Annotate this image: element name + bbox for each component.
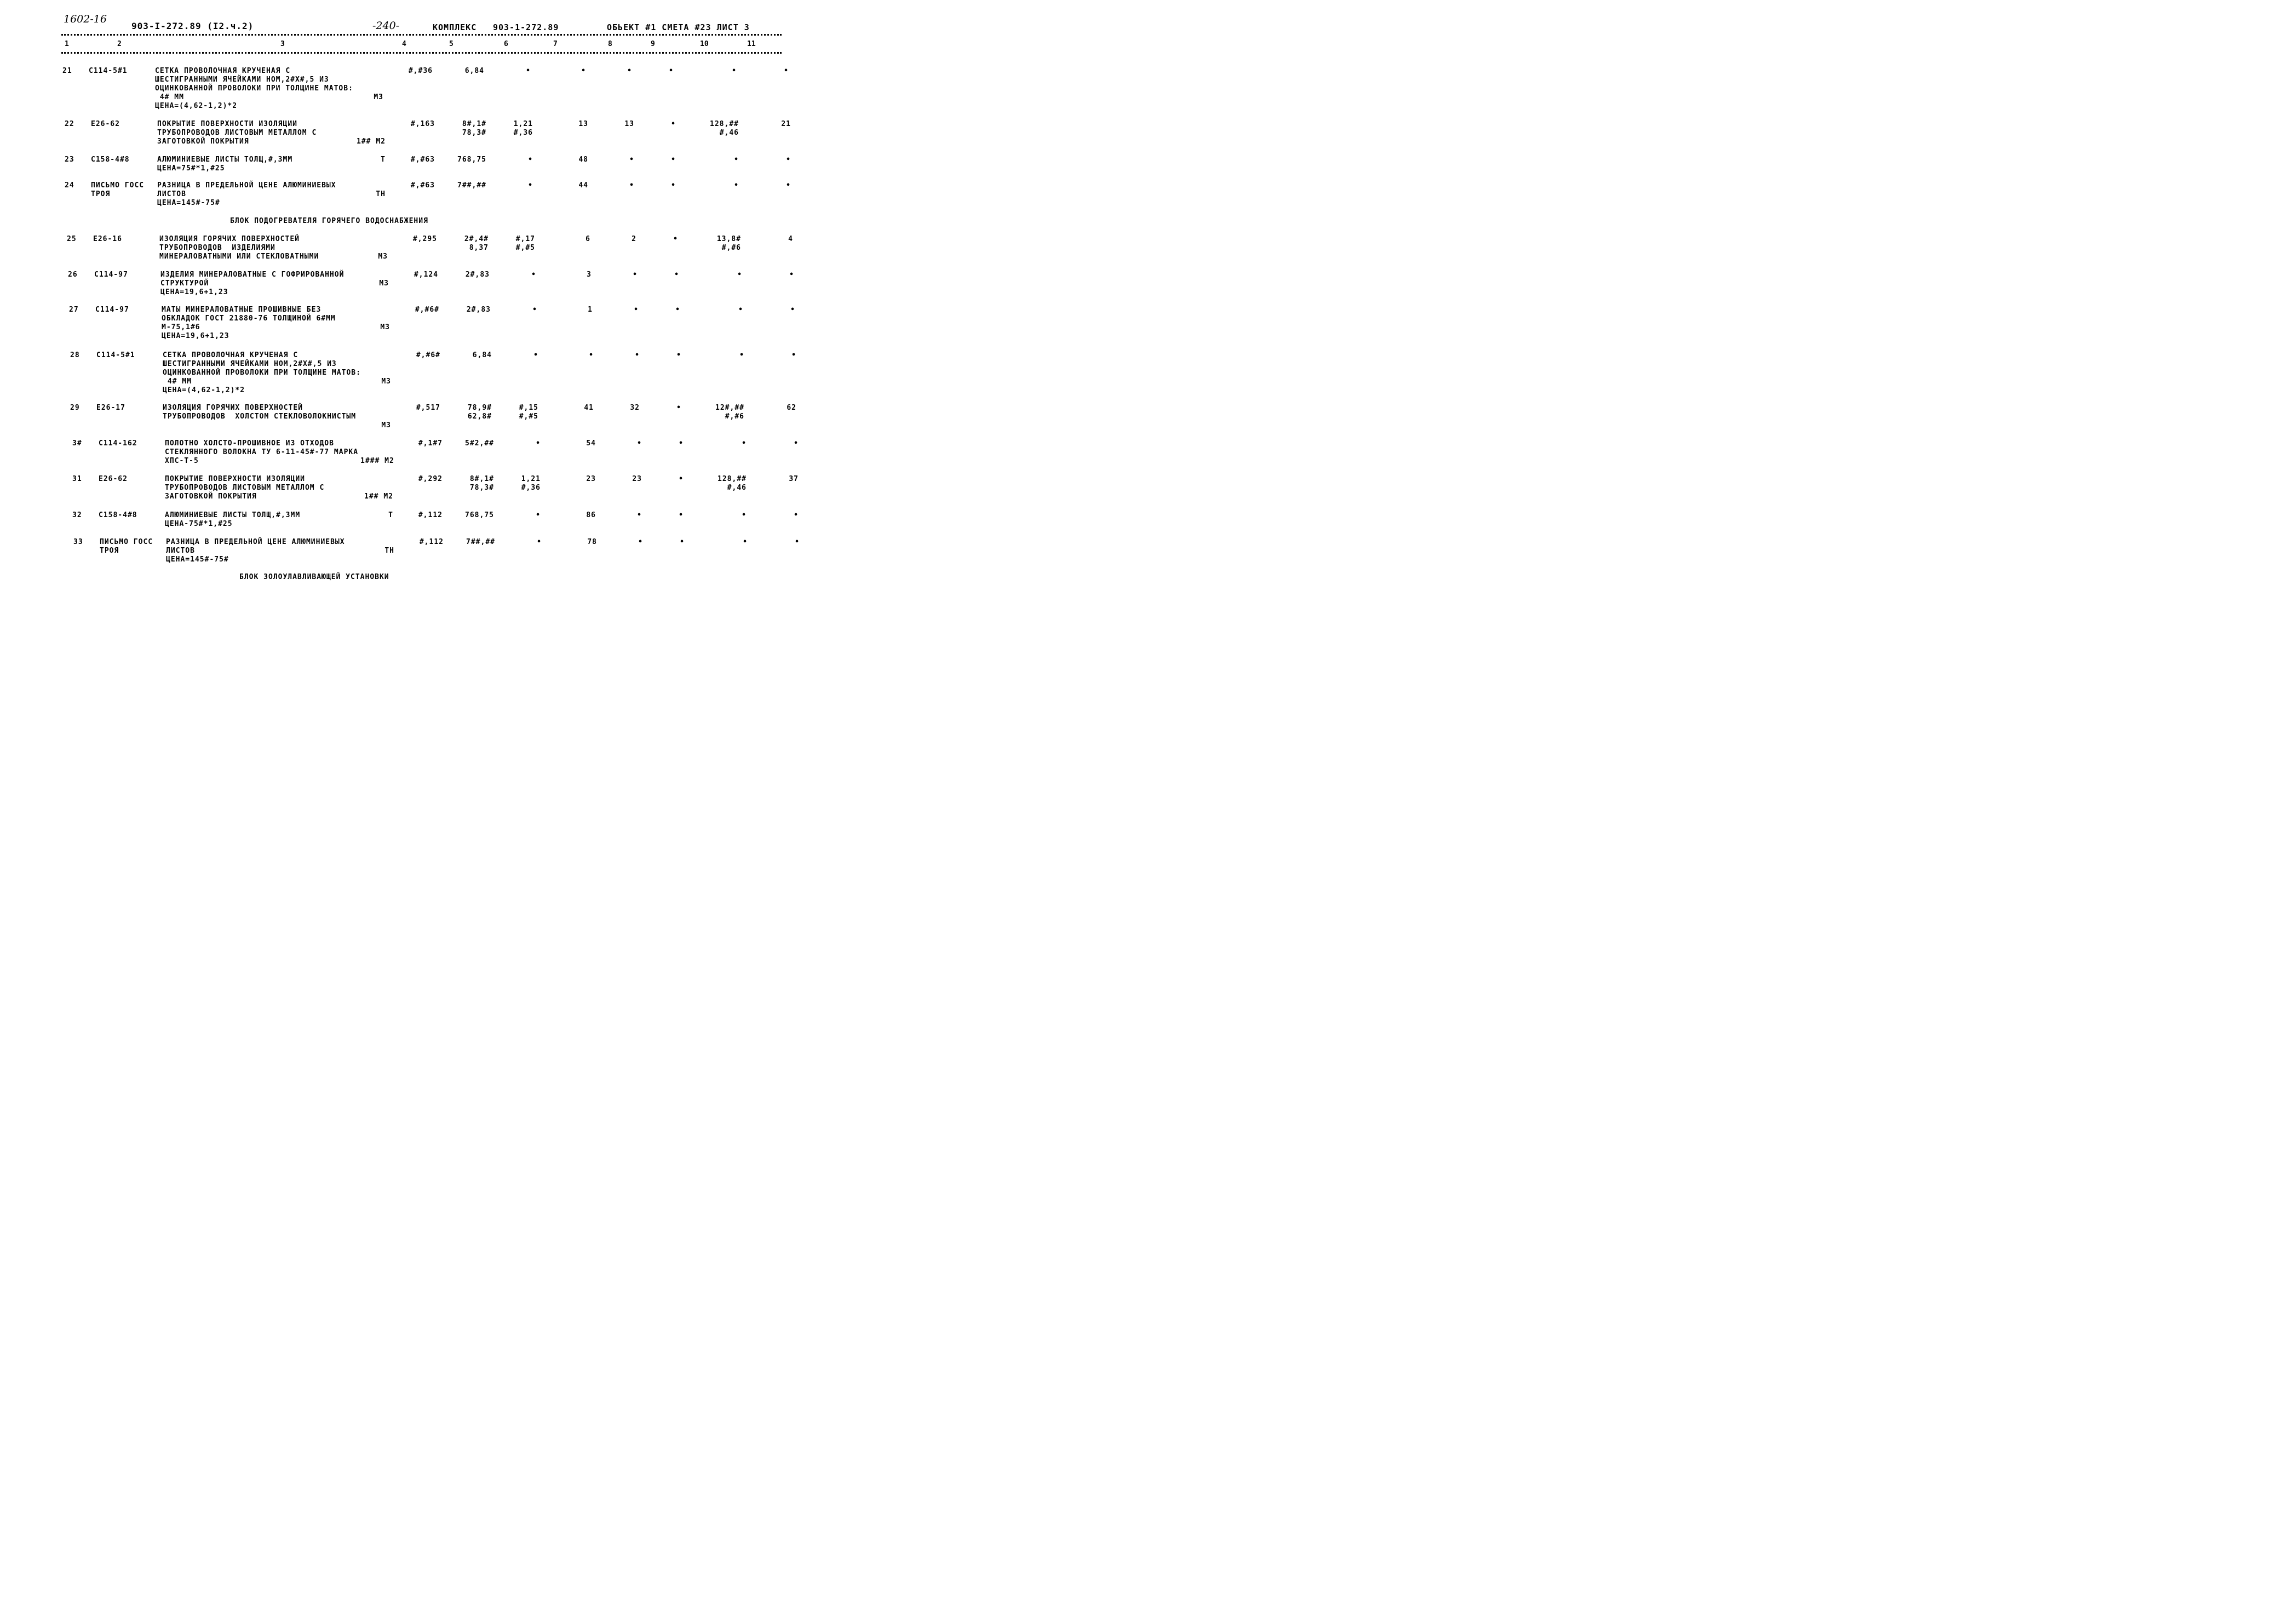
row-col-6: • — [531, 271, 536, 279]
row-col-9: • — [676, 351, 681, 359]
row-col-9: • — [679, 511, 684, 519]
row-col-7: 86 — [586, 511, 596, 519]
row-unit-price: 8#,1# 78,3# — [462, 120, 486, 137]
row-col-6: • — [528, 181, 533, 190]
row-col-6: • — [536, 511, 541, 519]
row-col-8: • — [629, 181, 634, 190]
row-unit-price: 768,75 — [457, 156, 486, 164]
row-description: РАЗНИЦА В ПРЕДЕЛЬНОЙ ЦЕНЕ АЛЮМИНИЕВЫХ ЛИСТОВ ЦЕНА=145#-75# — [157, 181, 336, 207]
row-col-10: • — [738, 306, 743, 314]
row-number: 22 — [65, 120, 74, 128]
row-col-7: 3 — [587, 271, 592, 279]
row-number: 26 — [68, 271, 78, 279]
row-col-11: • — [789, 271, 794, 279]
column-header-6: 6 — [504, 40, 508, 48]
row-unit: 1## М2 — [364, 492, 393, 501]
row-col-10: • — [734, 181, 739, 190]
row-description: АЛЮМИНИЕВЫЕ ЛИСТЫ ТОЛЩ,#,3ММ ЦЕНА=75#*1,#25 — [157, 156, 293, 173]
row-col-7: 23 — [586, 475, 596, 483]
row-col-9: • — [669, 67, 674, 75]
row-col-9: • — [674, 271, 679, 279]
row-col-10: • — [737, 271, 742, 279]
complex-code: 903-1-272.89 — [493, 22, 559, 32]
row-number: 23 — [65, 156, 74, 164]
row-col-7: 54 — [586, 439, 596, 448]
row-col-9: • — [673, 235, 678, 243]
row-code: E26-62 — [99, 475, 128, 483]
row-col-10: 128,## #,46 — [710, 120, 739, 137]
row-unit-price: 7##,## — [457, 181, 486, 190]
column-header-8: 8 — [608, 40, 612, 48]
row-unit: Т — [388, 511, 393, 519]
row-col-11: 37 — [789, 475, 799, 483]
row-number: 32 — [72, 511, 82, 519]
row-col-11: • — [784, 67, 789, 75]
row-col-8: 2 — [632, 235, 636, 243]
row-code: C114-97 — [95, 306, 129, 314]
row-quantity: #,#6# — [415, 306, 439, 314]
row-col-9: • — [675, 306, 680, 314]
row-description: РАЗНИЦА В ПРЕДЕЛЬНОЙ ЦЕНЕ АЛЮМИНИЕВЫХ ЛИСТОВ ЦЕНА=145#-75# — [166, 538, 345, 564]
row-col-8: • — [638, 538, 643, 546]
row-col-7: 48 — [578, 156, 588, 164]
row-col-11: 21 — [781, 120, 791, 128]
row-code: E26-62 — [91, 120, 120, 128]
row-col-11: • — [791, 351, 796, 359]
row-code: C114-162 — [99, 439, 137, 448]
row-code: E26-17 — [96, 404, 125, 412]
row-number: 24 — [65, 181, 74, 190]
row-quantity: #,163 — [410, 120, 435, 128]
estimate-table — [0, 0, 859, 604]
row-col-6: • — [536, 439, 541, 448]
row-number: 29 — [70, 404, 80, 412]
row-quantity: #,517 — [416, 404, 440, 412]
row-col-7: 44 — [578, 181, 588, 190]
page-number: -240- — [372, 20, 400, 32]
row-code: C114-5#1 — [96, 351, 135, 359]
column-header-7: 7 — [553, 40, 558, 48]
row-unit: ТН — [376, 190, 386, 198]
row-description: МАТЫ МИНЕРАЛОВАТНЫЕ ПРОШИВНЫЕ БЕЗ ОБКЛАДОК ГОСТ 21880-76 ТОЛЩИНОЙ 6#ММ М-75,1#6 ЦЕНА=19,6+1,23 — [162, 306, 336, 340]
row-description: ПОКРЫТИЕ ПОВЕРХНОСТИ ИЗОЛЯЦИИ ТРУБОПРОВОДОВ ЛИСТОВЫМ МЕТАЛЛОМ С ЗАГОТОВКОЙ ПОКРЫТИЯ — [165, 475, 325, 501]
row-col-11: • — [786, 181, 791, 190]
column-header-9: 9 — [651, 40, 655, 48]
column-header-10: 10 — [700, 40, 709, 48]
row-number: 28 — [70, 351, 80, 359]
row-col-10: • — [734, 156, 739, 164]
row-col-11: 62 — [787, 404, 796, 412]
row-col-9: • — [671, 181, 676, 190]
row-col-6: • — [526, 67, 531, 75]
row-quantity: #,#36 — [408, 67, 433, 75]
complex-label: КОМПЛЕКС — [433, 22, 477, 32]
row-unit-price: 8#,1# 78,3# — [469, 475, 494, 492]
row-unit-price: 2#,4# 8,37 — [464, 235, 489, 252]
section-heading: БЛОК ЗОЛОУЛАВЛИВАЮЩЕЙ УСТАНОВКИ — [239, 573, 389, 581]
row-col-9: • — [679, 475, 684, 483]
row-col-7: 41 — [584, 404, 594, 412]
row-col-11: • — [786, 156, 791, 164]
row-col-6: • — [528, 156, 533, 164]
row-col-8: 13 — [624, 120, 634, 128]
row-col-9: • — [671, 156, 676, 164]
column-header-5: 5 — [449, 40, 454, 48]
row-col-6: 1,21 #,36 — [521, 475, 541, 492]
row-quantity: #,#6# — [416, 351, 440, 359]
row-number: 27 — [69, 306, 79, 314]
row-quantity: #,124 — [414, 271, 438, 279]
row-col-9: • — [676, 404, 681, 412]
row-quantity: #,292 — [418, 475, 443, 483]
row-unit: М3 — [374, 93, 383, 101]
row-col-8: • — [637, 511, 642, 519]
row-code: C114-5#1 — [89, 67, 128, 75]
row-unit: М3 — [380, 323, 390, 331]
row-number: 21 — [62, 67, 72, 75]
row-col-10: • — [743, 538, 748, 546]
row-col-7: • — [581, 67, 586, 75]
row-unit: М3 — [381, 377, 391, 386]
row-unit: 1### М2 — [360, 457, 394, 465]
row-col-6: • — [537, 538, 542, 546]
row-col-10: • — [742, 511, 747, 519]
row-col-10: 13,8# #,#6 — [716, 235, 741, 252]
row-unit-price: 5#2,## — [465, 439, 494, 448]
row-unit-price: 768,75 — [465, 511, 494, 519]
document-code: 903-I-272.89 (I2.ч.2) — [131, 21, 254, 31]
row-description: ИЗОЛЯЦИЯ ГОРЯЧИХ ПОВЕРХНОСТЕЙ ТРУБОПРОВОДОВ ХОЛСТОМ СТЕКЛОВОЛОКНИСТЫМ — [163, 404, 357, 421]
row-unit: М3 — [378, 253, 388, 261]
row-col-10: • — [739, 351, 744, 359]
row-col-7: 6 — [586, 235, 590, 243]
row-number: 33 — [73, 538, 83, 546]
row-col-11: • — [794, 511, 799, 519]
row-description: ПОКРЫТИЕ ПОВЕРХНОСТИ ИЗОЛЯЦИИ ТРУБОПРОВОДОВ ЛИСТОВЫМ МЕТАЛЛОМ С ЗАГОТОВКОЙ ПОКРЫТИЯ — [157, 120, 317, 146]
column-header-2: 2 — [117, 40, 122, 48]
row-unit: 1## М2 — [357, 137, 386, 146]
row-col-11: • — [794, 439, 799, 448]
object-info: ОБЬЕКТ #1 СМЕТА #23 ЛИСТ 3 — [607, 22, 750, 32]
row-code: C114-97 — [94, 271, 128, 279]
row-col-11: 4 — [788, 235, 793, 243]
row-col-6: • — [533, 351, 538, 359]
row-unit: М3 — [381, 421, 391, 429]
column-header-4: 4 — [402, 40, 406, 48]
column-header-11: 11 — [747, 40, 756, 48]
row-description: СЕТКА ПРОВОЛОЧНАЯ КРУЧЕНАЯ С ШЕСТИГРАННЫМИ ЯЧЕЙКАМИ НОМ,2#Х#,5 ИЗ ОЦИНКОВАННОЙ ПРОВОЛОКИ ПРИ ТОЛЩИНЕ МАТОВ: 4# ММ ЦЕНА=(4,62-1,2)*2 — [155, 67, 353, 110]
row-description: ПОЛОТНО ХОЛСТО-ПРОШИВНОЕ ИЗ ОТХОДОВ СТЕКЛЯННОГО ВОЛОКНА ТУ 6-11-45#-77 МАРКА ХПС-Т-5 — [165, 439, 359, 465]
row-description: ИЗДЕЛИЯ МИНЕРАЛОВАТНЫЕ С ГОФРИРОВАННОЙ СТРУКТУРОЙ ЦЕНА=19,6+1,23 — [160, 271, 345, 296]
row-col-11: • — [790, 306, 795, 314]
row-unit-price: 6,84 — [472, 351, 492, 359]
row-col-9: • — [680, 538, 685, 546]
row-code: C158-4#8 — [91, 156, 130, 164]
row-code: ПИСЬМО ГОСС ТРОЯ — [100, 538, 153, 555]
row-col-6: #,17 #,#5 — [515, 235, 535, 252]
row-quantity: #,112 — [418, 511, 443, 519]
row-unit-price: 2#,83 — [465, 271, 490, 279]
row-col-8: 23 — [632, 475, 642, 483]
row-unit: ТН — [384, 547, 394, 555]
row-code: E26-16 — [93, 235, 122, 243]
row-unit-price: 7##,## — [466, 538, 495, 546]
section-heading: БЛОК ПОДОГРЕВАТЕЛЯ ГОРЯЧЕГО ВОДОСНАБЖЕНИЯ — [230, 217, 428, 225]
row-col-10: • — [742, 439, 747, 448]
column-header-1: 1 — [65, 40, 69, 48]
row-description: АЛЮМИНИЕВЫЕ ЛИСТЫ ТОЛЩ,#,3ММ ЦЕНА-75#*1,#25 — [165, 511, 301, 528]
row-col-7: 13 — [578, 120, 588, 128]
row-col-8: • — [627, 67, 632, 75]
row-quantity: #,1#7 — [418, 439, 443, 448]
row-quantity: #,#63 — [410, 156, 435, 164]
row-description: СЕТКА ПРОВОЛОЧНАЯ КРУЧЕНАЯ С ШЕСТИГРАННЫМИ ЯЧЕЙКАМИ НОМ,2#Х#,5 ИЗ ОЦИНКОВАННОЙ ПРОВОЛОКИ ПРИ ТОЛЩИНЕ МАТОВ: 4# ММ ЦЕНА=(4,62-1,2)*2 — [163, 351, 361, 394]
row-col-10: 128,## #,46 — [718, 475, 747, 492]
row-quantity: #,#63 — [410, 181, 435, 190]
row-col-8: • — [637, 439, 642, 448]
row-col-6: 1,21 #,36 — [513, 120, 533, 137]
row-col-9: • — [671, 120, 676, 128]
column-header-3: 3 — [280, 40, 285, 48]
row-unit-price: 2#,83 — [466, 306, 491, 314]
row-col-9: • — [679, 439, 684, 448]
row-col-8: • — [633, 271, 638, 279]
row-number: 3# — [72, 439, 82, 448]
row-quantity: #,295 — [412, 235, 437, 243]
row-col-6: • — [532, 306, 537, 314]
handwritten-number: 1602-16 — [64, 13, 107, 25]
row-number: 31 — [72, 475, 82, 483]
row-description: ИЗОЛЯЦИЯ ГОРЯЧИХ ПОВЕРХНОСТЕЙ ТРУБОПРОВОДОВ ИЗДЕЛИЯМИ МИНЕРАЛОВАТНЫМИ ИЛИ СТЕКЛОВАТНЫМИ — [159, 235, 319, 261]
row-unit: М3 — [379, 279, 389, 288]
row-unit-price: 78,9# 62,8# — [467, 404, 492, 421]
row-col-8: • — [634, 306, 639, 314]
row-col-10: 12#,## #,#6 — [715, 404, 744, 421]
row-quantity: #,112 — [419, 538, 444, 546]
row-unit: Т — [381, 156, 386, 164]
row-code: ПИСЬМО ГОСС ТРОЯ — [91, 181, 145, 198]
row-unit-price: 6,84 — [464, 67, 484, 75]
row-col-6: #,15 #,#5 — [519, 404, 538, 421]
row-col-8: • — [629, 156, 634, 164]
row-code: C158-4#8 — [99, 511, 137, 519]
row-col-8: • — [635, 351, 640, 359]
row-col-11: • — [795, 538, 800, 546]
row-col-7: 78 — [587, 538, 597, 546]
row-number: 25 — [67, 235, 77, 243]
row-col-7: 1 — [588, 306, 593, 314]
row-col-8: 32 — [630, 404, 640, 412]
row-col-7: • — [589, 351, 594, 359]
row-col-10: • — [732, 67, 737, 75]
